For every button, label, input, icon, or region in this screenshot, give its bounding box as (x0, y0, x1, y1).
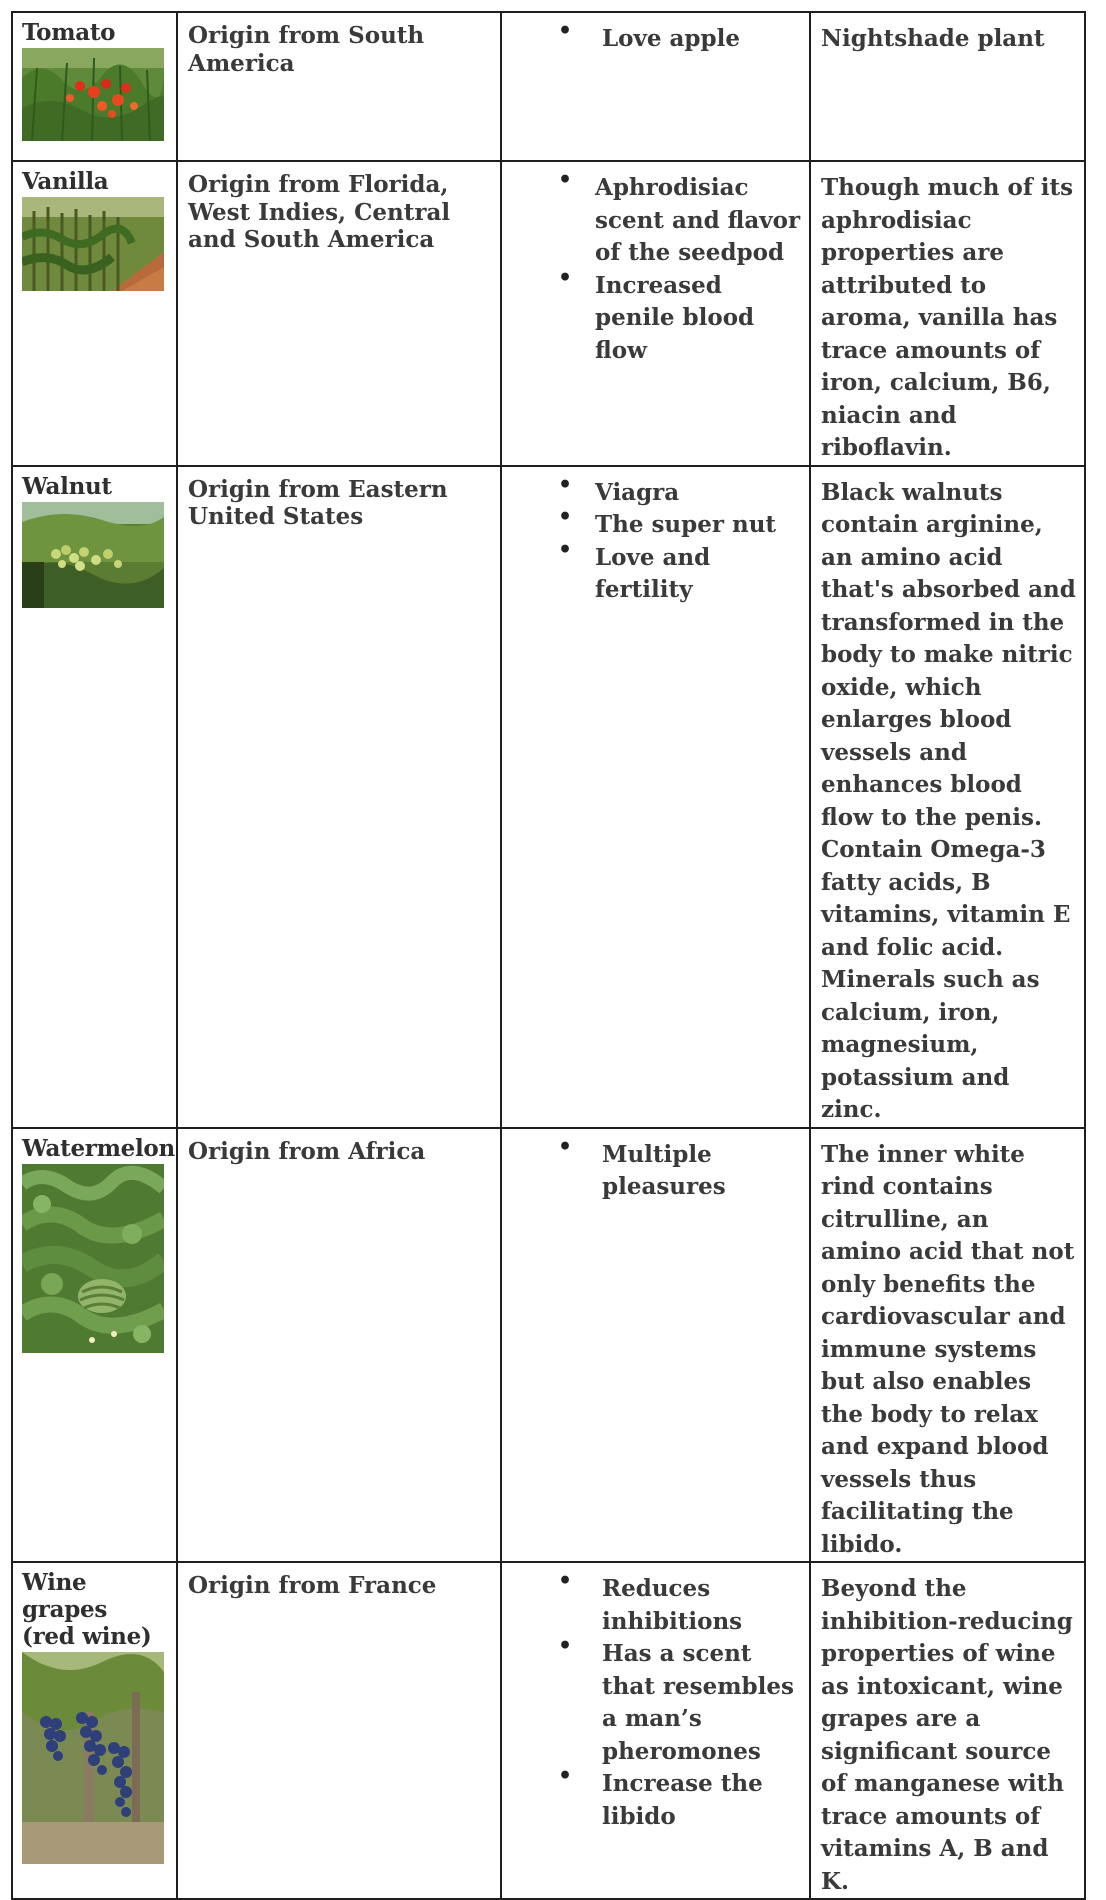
plant-table (11, 11, 1086, 1900)
other-names-list (502, 1133, 801, 1204)
notes-cell (810, 161, 1085, 466)
list-item: • Love apple (502, 23, 801, 56)
plant-cell (12, 161, 177, 466)
list-item: • Reduces inhibitions (502, 1573, 801, 1638)
bullet-icon: • (558, 1568, 573, 1594)
bullet-icon: • (558, 264, 573, 291)
wine-grapes-photo (22, 1652, 164, 1864)
plant-name: Walnut (22, 472, 112, 500)
bullet-icon: • (558, 1633, 573, 1659)
plant-cell (12, 12, 177, 161)
tomato-plant-photo (22, 48, 164, 141)
notes-cell (810, 466, 1085, 1128)
notes-text: Beyond the inhibition-reducing properties of wine as intoxicant, wine grapes are a significant source of manganese with trace amounts of vitamins A, B and K. (821, 1575, 1073, 1895)
notes-text: Though much of its aphrodisiac properties are attributed to aroma, vanilla has trace amounts of iron, calcium, B6, niacin and riboflavin. (821, 174, 1074, 461)
list-item: • Has a scent that resembles a man’s pheromones (502, 1638, 801, 1768)
table-row (12, 1562, 1085, 1899)
plant-name: Vanilla (22, 168, 109, 195)
plant-cell (12, 1128, 177, 1563)
bullet-icon: • (558, 536, 573, 563)
table-row (12, 12, 1085, 161)
bullet-icon: • (558, 1763, 573, 1789)
origin-cell (177, 1128, 501, 1563)
origin-cell (177, 161, 501, 466)
origin-text: Origin from France (188, 1572, 437, 1599)
plant-name: Tomato (22, 19, 116, 46)
vanilla-plant-photo (22, 197, 164, 291)
walnut-tree-photo (22, 502, 164, 608)
plant-name: Wine grapes (red wine) (22, 1569, 152, 1650)
list-item: • Viagra (502, 477, 801, 510)
notes-text: Nightshade plant (821, 25, 1045, 52)
list-item: • The super nut (502, 509, 801, 542)
origin-text: Origin from Eastern United States (188, 475, 448, 530)
bullet-icon: • (558, 471, 573, 498)
bullet-icon: • (558, 18, 573, 44)
list-item: • Increase the libido (502, 1768, 801, 1833)
notes-cell (810, 1128, 1085, 1563)
list-item: • Multiple pleasures (502, 1139, 801, 1204)
other-names-list (502, 1568, 801, 1833)
origin-text: Origin from Florida, West Indies, Central and South America (188, 171, 451, 253)
list-item: • Increased penile blood flow (502, 270, 801, 368)
table-row (12, 161, 1085, 466)
notes-cell (810, 1562, 1085, 1899)
watermelon-field-photo (22, 1164, 164, 1353)
bullet-icon: • (558, 1133, 573, 1160)
other-names-list (502, 18, 801, 56)
other-names-cell (501, 1562, 810, 1899)
origin-cell (177, 466, 501, 1128)
bullet-icon: • (558, 167, 573, 193)
plant-cell (12, 1562, 177, 1899)
table-row (12, 1128, 1085, 1563)
notes-text: Black walnuts contain arginine, an amino acid that's absorbed and transformed in the body to make nitric oxide, which enlarges blood vessels and enhances blood flow to the penis. Contain Omega-3 fatty acids, B vitamins, vitamin E and folic acid. Minerals such as calcium, iron, magnesium, potassium and zinc. (821, 478, 1076, 1123)
origin-cell (177, 12, 501, 161)
plant-cell (12, 466, 177, 1128)
other-names-cell (501, 12, 810, 161)
bullet-icon: • (558, 504, 573, 530)
origin-text: Origin from Africa (188, 1137, 426, 1165)
other-names-list (502, 167, 801, 367)
notes-cell (810, 12, 1085, 161)
other-names-cell (501, 466, 810, 1128)
list-item: • Aphrodisiac scent and flavor of the seedpod (502, 172, 801, 270)
list-item: • Love and fertility (502, 542, 801, 607)
plant-name: Watermelon (22, 1134, 175, 1162)
notes-text: The inner white rind contains citrulline, an amino acid that not only benefits the cardiovascular and immune systems but also enables the body to relax and expand blood vessels thus facilitating the libido. (821, 1140, 1075, 1558)
origin-text: Origin from South America (188, 22, 425, 77)
other-names-cell (501, 1128, 810, 1563)
origin-cell (177, 1562, 501, 1899)
other-names-list (502, 471, 801, 607)
other-names-cell (501, 161, 810, 466)
table-row (12, 466, 1085, 1128)
